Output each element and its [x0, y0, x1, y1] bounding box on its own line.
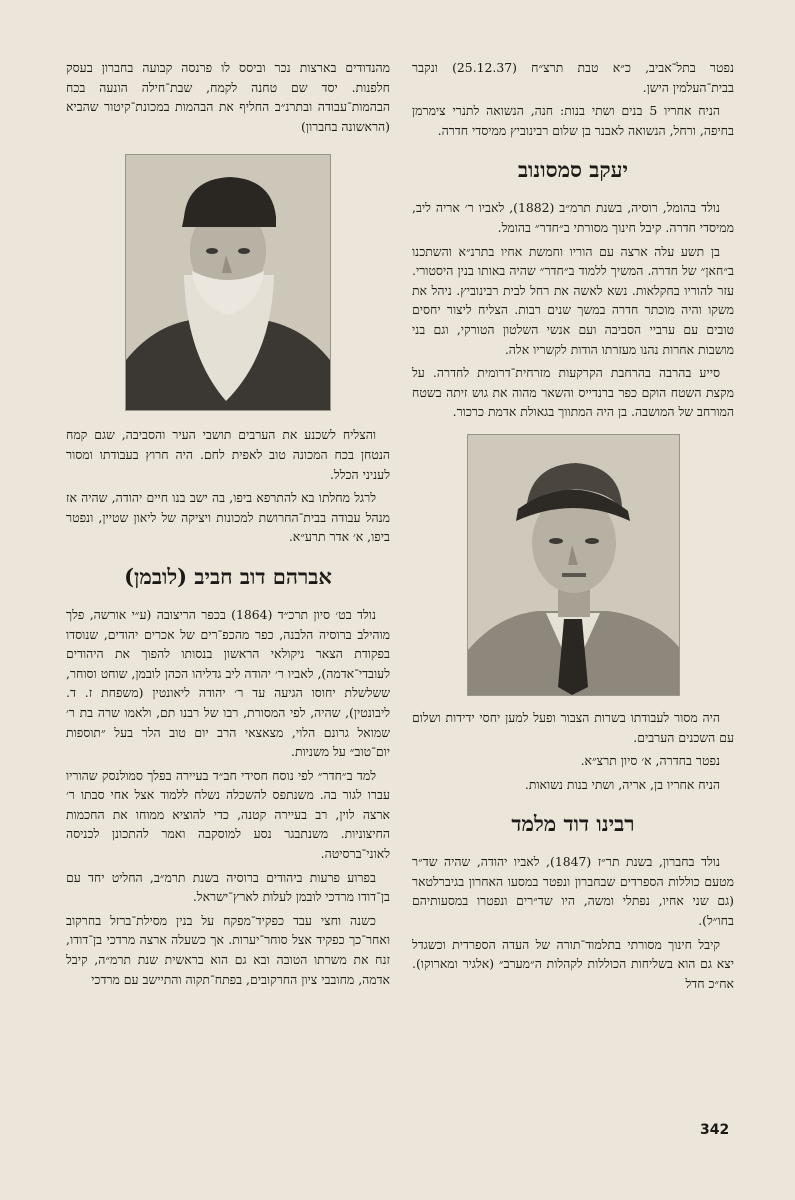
left-column [66, 58, 390, 993]
section-heading-haviv: אברהם דוב חביב (לובמן) [124, 563, 332, 589]
paragraph: למד ב״חדר״ לפי נוסח חסידי חב״ד בעיירה בפלך סמולנסק שהוריו עברו לגור בה. משנתפס להשכלה נשלח ללמוד אצל אחי סבתו ר׳ ארצה לוין, רב בעיירה קטנה, כדי להוציא ממוחו את החכמות החיצוניות. משנתבגר נסע למוסקבה ואמר להתכונן לכניסה לאוני־ברסיטה. [66, 767, 390, 862]
paragraph: בפרוע פרעות ביהודים ברוסיה בשנת תרמ״ב, החליט יחד עם בן־דודו מרדכי לובמן לעלות לארץ־ישראל. [66, 869, 390, 905]
right-column [412, 58, 734, 997]
section-heading-samsonov: יעקב סמסונוב [517, 157, 629, 183]
paragraph: הניח אחריו 5 בנים ושתי בנות: חנה, הנשואה לתנרי צימרמן בחיפה, ורחל, הנשואה לאבנר בן שלום רבינוביץ ממיסדי חדרה. [412, 103, 734, 138]
paragraph: נולד בט׳ סיון תרכ״ד (1864) בכפר הריצובה (ע״י אורשה, פלך מוהילב ברוסיה הלבנה, כפר מהכפ־רים של אכרים יהודים, שנוסדו בפקודת הצאר ניקולאי הראשון בנסותו להפוך את היהודים לעובדי־אדמה), לאביו ר׳ יהודה ליב גדליהו הכהן לובמן, שוחט וסוחר, ששלשלת יחוסו הגיעה עד ר׳ יהודה ליאונטין (משפחת ז. ד. ליבונטין), שהיה, לפי המסורת, רבו של רבנו תם, ולאמו שרה בת ר׳ שמואל גרונם הלוי, מצאצאי הרב יום טוב הלר בעל ״תוספות יום־טוב״ על משניות. [66, 606, 390, 760]
paragraph: נפטר בחדרה, א׳ סיון תרצ״א. [580, 753, 720, 769]
paragraph: נולד בהומל, רוסיה, בשנת תרמ״ב (1882), לאביו ר׳ אריה ליב, ממיסדי חדרה. קיבל חינוך מסורתי ב״חדר״ בהומל. [412, 200, 734, 235]
paragraph: לרגל מחלתו בא להתרפא ביפו, בה ישב בנו חיים יהודה, שהיה אז מנהל עבודה בבית־החרושת למכונות ויציקה של ליאון שטיין, ונפטר ביפו, א׳ אדר תרע״א. [66, 490, 390, 545]
paragraph: קיבל חינוך מסורתי בתלמוד־תורה של העדה הספרדית וכשגדל יצא גם הוא בשליחות הכוללות לקהלות ה״מערב״ (אלגיר ומארוקו). אח״כ חדל [412, 936, 734, 991]
section-heading-melamed: רבינו דוד מלמד [511, 811, 635, 837]
portrait-photo-elder [125, 154, 331, 411]
paragraph: נפטר בתל־אביב, כ״א טבת תרצ״ח (25.12.37) ונקבר בבית־העלמין הישן. [412, 60, 734, 95]
paragraph: הניח אחריו בן, אריה, ושתי בנות נשואות. [524, 776, 720, 792]
paragraph: סייע בהרבה בהרחבת הקרקעות מזרחית־דרומית לחדרה. על מקצת השטח הוקם כפר ברנדייס והשאר מהוה את גוש זיתה בשטח המורחב של המושבה. בן היה המתווך בגאולת אדמת כרכור. [412, 365, 734, 420]
paragraph: מהנדודים בארצות נכר וביסס לו פרנסה קבועה בחברון בעסק חלפנות. יסד שם טחנה לקמח, שבת־חילה הונעה בכח הבהמות־עבודה ובתרנ״ב החליף את הבהמות במכונת־קיטור שהביא (הראשונה בחברון) [66, 60, 390, 134]
paragraph: בן תשע עלה ארצה עם הוריו וחמשת אחיו בתרנ״א והשתכנו ב״חאן״ של חדרה. המשיך ללמוד ב״חדר״ שהיה באותו בנין היסטורי. עזר להוריו בחקלאות. נשא לאשה את רחל לבית רבינוביץ. ניהל את משקו והיה מוכתר חדרה במשך שנים רבות. הצליח ליצור יחסים טובים עם ערביי הסביבה ועם אנשי השלטון הטורקי, וגם בני מושבות אחרות נהנו מעזרתו הודות לקשריו אלה. [412, 243, 734, 357]
paragraph: נולד בחברון, בשנת תר״ז (1847), לאביו יהודה, שהיה שד״ר מטעם כוללות הספרדים שבחברון ונפטר במסעו האחרון בגיברלטאר (גם שני אחיו, נפתלי ומשה, היו שד״רים ונפטרו במסעותיהם בחו״ל). [412, 854, 734, 929]
paragraph: היה מסור לעבודתו בשרות הצבור ופעל למען יחסי ידידות ושלום עם השכנים הערבים. [412, 709, 734, 745]
page-number: 342 [700, 1122, 730, 1138]
portrait-photo-samsonov [467, 434, 680, 696]
paragraph: כשנה וחצי עבד כפקיד־מפקח על בנין מסילת־ברזל בחרקוב ואחר־כך כפקיד אצל סוחר־יערות. אך כשעלה ארצה מרדכי בן־דודו, זנח את משרתו הטובה ובא גם הוא בראשית שנת תרמ״ה, קיבל אדמה, מחובבי ציון החרקובים, בפתח־תקוה והתיישב עם מרדכי [66, 912, 390, 987]
paragraph: והצליח לשכנע את הערבים תושבי העיר והסביבה, שגם קמח הנטחן בכח המכונה טוב לאפית לחם. היה חרוץ בעבודתו ומסור לעניני הכלל. [66, 427, 390, 482]
